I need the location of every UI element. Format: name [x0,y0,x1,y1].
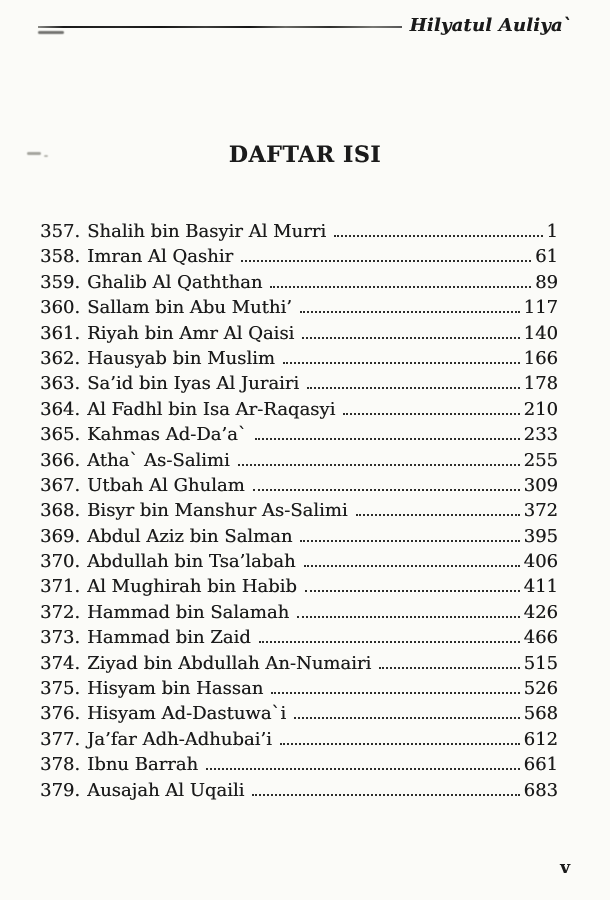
toc-row [40,422,558,447]
toc-entry-name: Abdullah bin Tsa’labah [87,551,296,573]
toc-entry-number: 379. [40,779,81,801]
dot-leader [302,337,519,339]
dot-leader [343,413,519,415]
toc-entry-name: Sa’id bin Iyas Al Jurairi [87,373,300,395]
toc-entry-page: 140 [523,322,558,344]
toc-entry-page: 372 [523,500,558,522]
dot-leader [253,489,520,491]
toc-row [40,676,558,701]
dot-leader [280,743,520,745]
header-rule [38,26,402,28]
toc-entry-page: 683 [523,779,558,801]
page-number: v [560,858,570,878]
toc-entry-number: 365. [40,424,81,446]
toc-entry-number: 371. [40,576,81,598]
toc-entry-page: 1 [546,221,558,242]
dot-leader [379,667,519,669]
toc-entry-page: 466 [523,627,558,649]
toc-entry-name: Ja’far Adh-Adhubai’i [87,728,272,750]
toc-entry-name: Hausyab bin Muslim [87,347,275,369]
dot-leader [300,540,519,542]
toc-entry-name: Al Fadhl bin Isa Ar-Raqasyi [87,398,336,420]
toc-entry-number: 363. [40,373,81,395]
toc-row [40,397,558,422]
dot-leader [238,464,520,466]
dot-leader [271,692,519,694]
toc-row [40,574,558,599]
toc-list [40,219,558,803]
toc-entry-number: 367. [40,474,81,496]
toc-row [40,371,558,396]
toc-entry-page: 61 [535,246,558,268]
toc-entry-page: 89 [535,271,558,293]
toc-entry-page: 309 [523,474,558,496]
dot-leader [252,794,519,796]
toc-entry-number: 377. [40,728,81,750]
toc-entry-name: Ziyad bin Abdullah An-Numairi [87,652,372,674]
toc-entry-name: Shalih bin Basyir Al Murri [87,221,327,242]
toc-row [40,752,558,777]
toc-row [40,448,558,473]
toc-entry-name: Hammad bin Salamah [87,601,290,623]
toc-entry-name: Riyah bin Amr Al Qaisi [87,322,295,344]
toc-entry-name: Hisyam bin Hassan [87,678,264,700]
toc-entry-page: 406 [523,551,558,573]
toc-entry-number: 375. [40,678,81,700]
toc-row [40,346,558,371]
toc-entry-name: Kahmas Ad-Da’a` [87,424,247,446]
toc-entry-name: Imran Al Qashir [87,246,234,268]
toc-row [40,321,558,346]
toc-row [40,778,558,803]
dot-leader [255,438,520,440]
toc-entry-name: Ausajah Al Uqaili [87,779,245,801]
toc-entry-number: 358. [40,246,81,268]
toc-entry-number: 374. [40,652,81,674]
toc-entry-name: Hisyam Ad-Dastuwa`i [87,703,287,725]
toc-entry-number: 368. [40,500,81,522]
toc-entry-number: 359. [40,271,81,293]
toc-entry-number: 362. [40,347,81,369]
toc-entry-page: 526 [523,678,558,700]
header-rule-artifact [38,31,64,34]
toc-entry-name: Hammad bin Zaid [87,627,251,649]
toc-entry-page: 395 [523,525,558,547]
toc-entry-page: 117 [523,297,558,319]
dot-leader [304,565,520,567]
toc-entry-name: Abdul Aziz bin Salman [87,525,293,547]
toc-entry-number: 370. [40,551,81,573]
toc-entry-page: 661 [523,754,558,776]
toc-row [40,727,558,752]
running-header-title: Hilyatul Auliya` [409,14,572,36]
dot-leader [305,590,520,592]
dot-leader [300,311,520,313]
toc-entry-name: Sallam bin Abu Muthi’ [87,297,292,319]
toc-entry-name: Utbah Al Ghulam [87,474,245,496]
toc-entry-number: 361. [40,322,81,344]
toc-entry-number: 373. [40,627,81,649]
page-title: DAFTAR ISI [228,142,382,168]
dot-leader [294,717,519,719]
dot-leader [307,387,519,389]
toc-row [40,498,558,523]
toc-entry-name: Atha` As-Salimi [87,449,230,471]
toc-entry-number: 376. [40,703,81,725]
toc-entry-page: 515 [523,652,558,674]
toc-entry-number: 357. [40,221,81,242]
toc-row [40,651,558,676]
toc-entry-page: 233 [523,424,558,446]
toc-row [40,295,558,320]
toc-entry-page: 210 [523,398,558,420]
toc-entry-page: 166 [523,347,558,369]
toc-row [40,524,558,549]
dot-leader [297,616,519,618]
toc-entry-number: 360. [40,297,81,319]
page-footer [560,858,570,878]
toc-row [40,549,558,574]
toc-entry-page: 411 [523,576,558,598]
toc-entry-name: Al Mughirah bin Habib [87,576,297,598]
toc-row [40,600,558,625]
dot-leader [356,514,520,516]
toc-entry-number: 366. [40,449,81,471]
toc-entry-page: 568 [523,703,558,725]
toc-entry-number: 364. [40,398,81,420]
dot-leader [334,235,542,237]
toc-entry-page: 178 [523,373,558,395]
running-header [38,14,572,36]
toc-entry-page: 426 [523,601,558,623]
dot-leader [206,768,520,770]
toc-entry-name: Bisyr bin Manshur As-Salimi [87,500,348,522]
toc-entry-page: 255 [523,449,558,471]
toc-row [40,219,558,244]
toc-row [40,270,558,295]
dot-leader [283,362,520,364]
toc-row [40,625,558,650]
toc-entry-name: Ibnu Barrah [87,754,199,776]
dot-leader [241,260,531,262]
dot-leader [259,641,520,643]
toc-entry-name: Ghalib Al Qaththan [87,271,263,293]
toc-row [40,701,558,726]
toc-entry-number: 369. [40,525,81,547]
toc-entry-number: 372. [40,601,81,623]
toc-entry-number: 378. [40,754,81,776]
toc-entry-page: 612 [523,728,558,750]
toc-row [40,244,558,269]
dot-leader [270,286,531,288]
toc-row [40,473,558,498]
